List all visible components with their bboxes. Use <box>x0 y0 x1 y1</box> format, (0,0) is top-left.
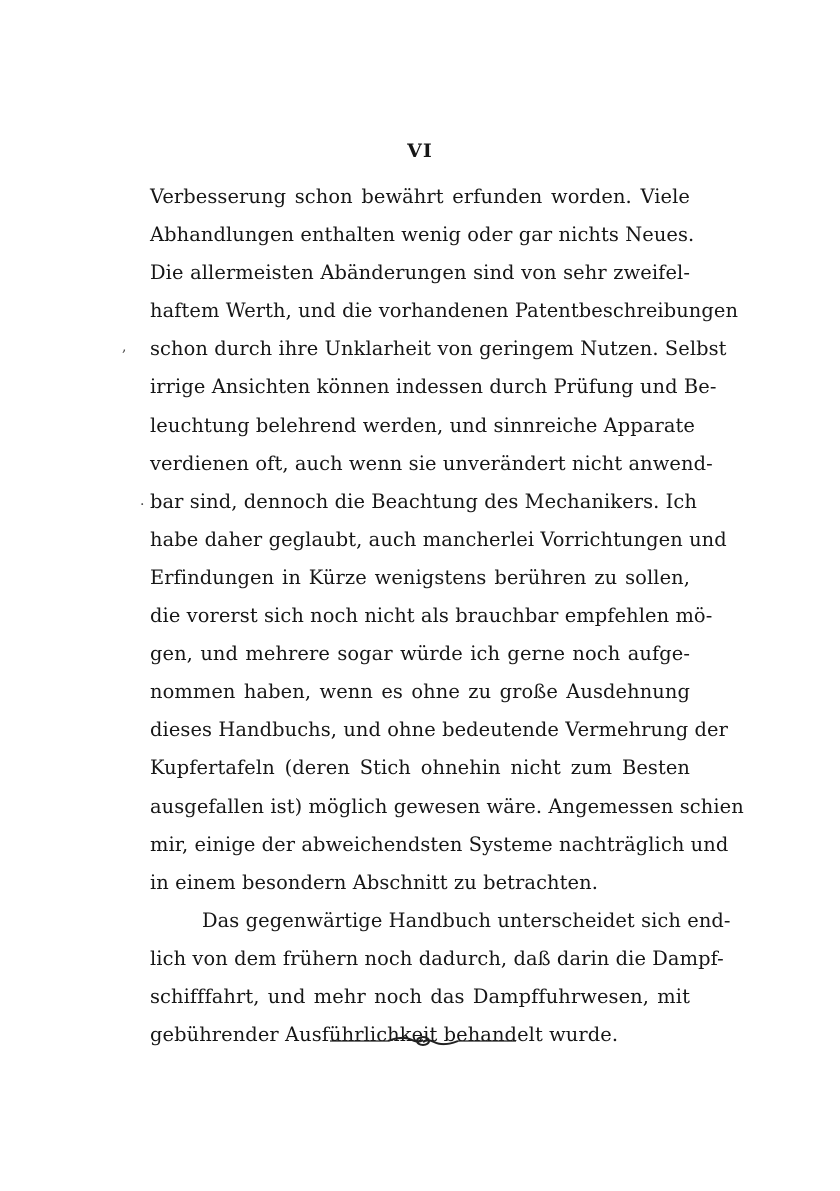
text-line: lich von dem frühern noch dadurch, daß darin die Dampf- <box>150 946 724 970</box>
text-line: ausgefallen ist) möglich gewesen wäre. Angemessen schien <box>150 794 744 818</box>
text-line: haftem Werth, und die vorhandenen Patentbeschreibungen <box>150 299 739 323</box>
text-line: die vorerst sich noch nicht als brauchbar empfehlen mö- <box>150 604 713 628</box>
text-line: dieses Handbuchs, und ohne bedeutende Vermehrung der <box>150 718 728 742</box>
text-line: Kupfertafeln (deren Stich ohnehin nicht zum Besten <box>150 756 690 780</box>
margin-mark: · <box>140 497 145 513</box>
text-line: gebührender Ausführlichkeit behandelt wurde. <box>150 1023 619 1047</box>
text-line: in einem besondern Abschnitt zu betrachten. <box>150 870 598 894</box>
paragraph-1 <box>150 178 744 902</box>
text-line: schon durch ihre Unklarheit von geringem Nutzen. Selbst <box>150 337 727 361</box>
text-line: irrige Ansichten können indessen durch Prüfung und Be- <box>150 375 717 399</box>
body-text <box>150 178 744 1054</box>
text-line: habe daher geglaubt, auch mancherlei Vorrichtungen und <box>150 527 727 551</box>
text-line: nommen haben, wenn es ohne zu große Ausdehnung <box>150 680 690 704</box>
page-number: VI <box>407 140 433 162</box>
text-line: Die allermeisten Abänderungen sind von sehr zweifel- <box>150 261 690 285</box>
text-line: leuchtung belehrend werden, und sinnreiche Apparate <box>150 413 695 437</box>
margin-mark: , <box>122 339 127 355</box>
ornament-divider-icon <box>328 1029 518 1053</box>
text-line: gen, und mehrere sogar würde ich gerne noch aufge- <box>150 642 690 666</box>
text-line: verdienen oft, auch wenn sie unverändert nicht anwend- <box>150 451 713 475</box>
text-line: Verbesserung schon bewährt erfunden worden. Viele <box>150 185 690 208</box>
text-line: Abhandlungen enthalten wenig oder gar nichts Neues. <box>150 223 695 247</box>
text-line: mir, einige der abweichendsten Systeme nachträglich und <box>150 832 729 856</box>
text-line: schifffahrt, und mehr noch das Dampffuhrwesen, mit <box>150 984 690 1008</box>
text-line: Erfindungen in Kürze wenigstens berühren zu sollen, <box>150 565 690 589</box>
text-line: bar sind, dennoch die Beachtung des Mechanikers. Ich <box>150 489 697 513</box>
text-line: Das gegenwärtige Handbuch unterscheidet sich end- <box>202 908 731 932</box>
